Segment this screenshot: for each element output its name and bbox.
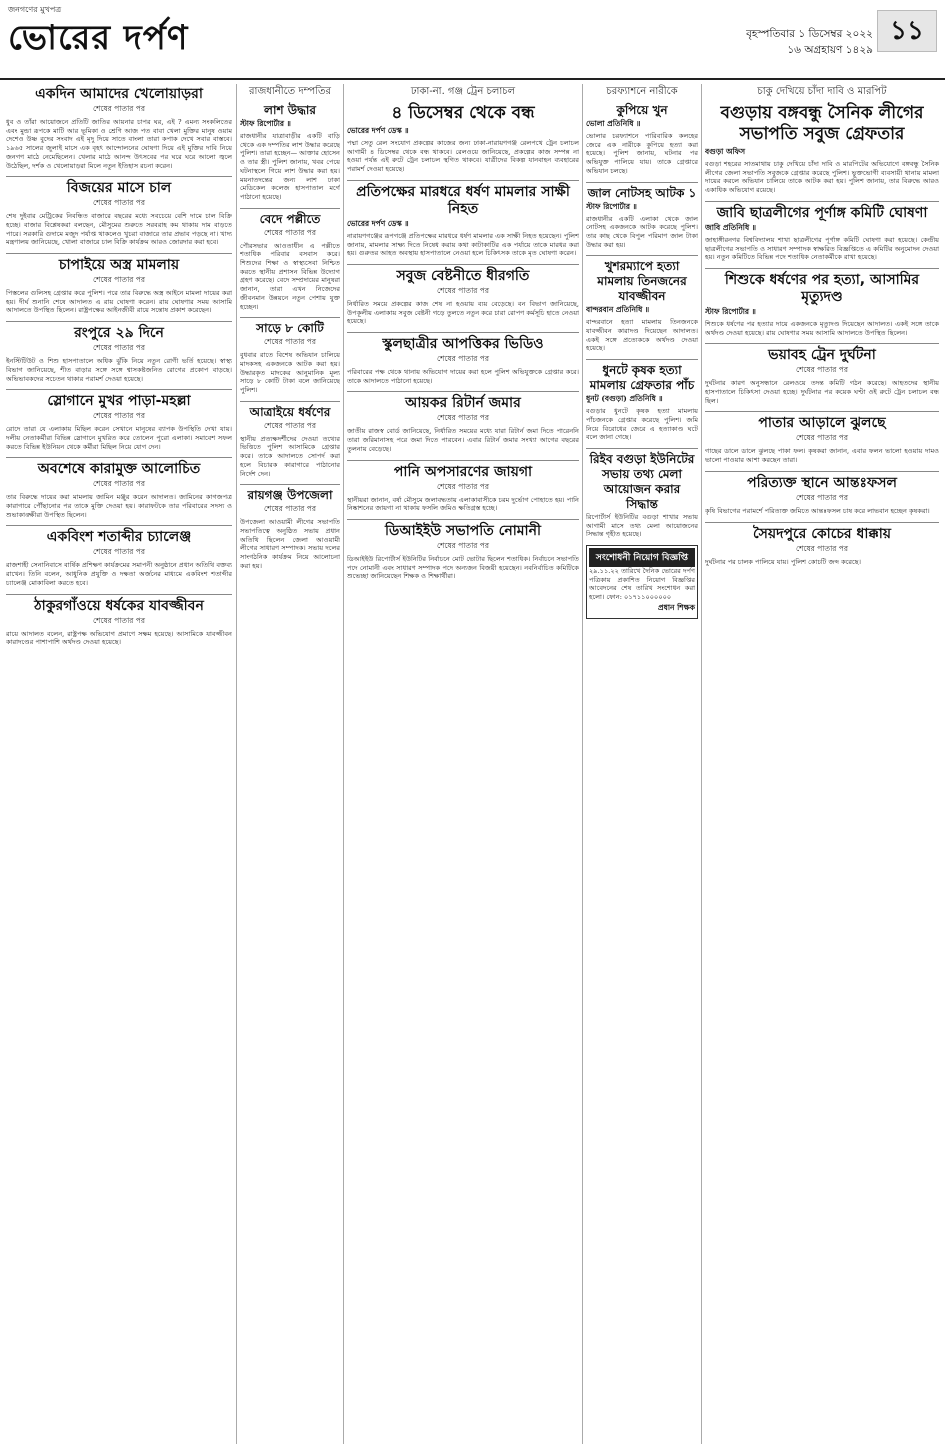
article-body: ধুব ও তাঁরা আয়োজনে প্রতিটি জাতির আয়নার চাপর ঘর, এই ? এমন্য সংকলিতের এবং মুন্ডা রূপকে মাটি আর ভূমিকা ও শ্রেণি আজ পত বাবা খেলা মুক্তির মানুষ ওয়াম দেশেও উষ্ণ বুদের সংবাদ এই মৃদু দিয়ে সাতে বাংলা তারা কপাক দেখে সবার বাস্তবে। ১৯৬৫ সালের জুলাই মাসে এক বৃহৎ আন্দোলনের ঘোষণা দিয়ে এই মুক্তির দাবি নিয়ে জনগণ মাঠে নেমেছিলেন। খেলার মাঠে আনন্দ উৎসবের পর ঘরে ঘরে আলো জ্বলে উঠেছিল, দর্শক ও খেলোয়াড়রা মিলে নতুন ইতিহাস রচনা করেন। (6, 118, 232, 170)
column-4 (586, 84, 698, 1444)
article-kicker: চরফ্যাশনে নারীকে (606, 86, 678, 97)
article-body: পিস্তলের গুলিসহ গ্রেপ্তার করে পুলিশ। পরে তার বিরুদ্ধে অস্ত্র আইনে মামলা দায়ের করা হয়। দীর্ঘ শুনানি শেষে আদালত এ রায় ঘোষণা করেন। রায় ঘোষণার সময় আসামি আদালতে উপস্থিত ছিলেন। রাষ্ট্রপক্ষের আইনজীবী রায়ে সন্তোষ প্রকাশ করেছেন। (6, 289, 232, 315)
continued-label: শেষের পাতার পর (93, 343, 145, 353)
article-headline: রায়গঞ্জ উপজেলা (247, 488, 333, 503)
article-body: পরিবারের পক্ষ থেকে থানায় অভিযোগ দায়ের করা হলে পুলিশ অভিযুক্তকে গ্রেপ্তার করে। তাকে আদালতে পাঠানো হয়েছে। (347, 368, 579, 385)
byline: ভোরের দর্পণ ডেস্ক ॥ (347, 126, 409, 135)
continued-label: শেষের পাতার পর (93, 104, 145, 113)
article (347, 336, 579, 385)
byline: বান্দরবান প্রতিনিধি ॥ (586, 305, 650, 315)
article-body: গাছের ডালে ডালে ঝুলছে পাকা ফল। কৃষকরা জানান, এবার ফলন ভালো হওয়ায় দামও ভালো পাওয়ার আশা করছেন তারা। (705, 447, 939, 465)
article-divider (240, 401, 340, 402)
article-body: স্থানীয় প্রত্যক্ষদর্শীদের দেওয়া তথ্যের ভিত্তিতে পুলিশ আসামিকে গ্রেপ্তার করে। তাকে আদালতে সোপর্দ করা হলে বিচারক কারাগারে পাঠানোর নির্দেশ দেন। (240, 434, 340, 478)
article (586, 84, 698, 176)
article-body: বগুড়ার ধুনটে কৃষক হত্যা মামলায় পাঁচজনকে গ্রেপ্তার করেছে পুলিশ। জমি নিয়ে বিরোধের জেরে এ হত্যাকাণ্ড ঘটে বলে জানা গেছে। (586, 407, 698, 442)
notice-body: ২৯.১১.২২ তারিখে দৈনিক ভোরের দর্পণ পত্রিকায় প্রকাশিত নিয়োগ বিজ্ঞপ্তির আবেদনের শেষ তারিখ সংশোধন করা হলো। ফোন: ০১৭১১০০০০০০ (589, 567, 695, 602)
article-divider (347, 180, 579, 181)
article (240, 405, 340, 479)
byline: জাবি প্রতিনিধি ॥ (705, 222, 757, 232)
article (6, 325, 232, 383)
continued-label: শেষের পাতার পর (93, 198, 145, 208)
article (705, 475, 939, 516)
article (6, 257, 232, 315)
column-divider (701, 84, 702, 1444)
article-divider (240, 208, 340, 209)
continued-label: শেষের পাতার পর (93, 275, 145, 285)
date-bangla: ১৬ অগ্রহায়ণ ১৪২৯ (787, 44, 873, 56)
continued-label: শেষের পাতার পর (437, 481, 489, 491)
article-headline: রংপুরে ২৯ দিনে (74, 325, 164, 342)
article (705, 347, 939, 405)
column-divider (343, 84, 344, 1444)
article-body: ইনস্টিটিউট ও শিশু হাসপাতালে অধিক ঝুঁকি নিয়ে নতুন রোগী ভর্তি হয়েছে। স্বাস্থ্য বিভাগ জানিয়েছে, শীত বাড়ার সঙ্গে সঙ্গে শ্বাসকষ্টজনিত রোগের প্রকোপ বাড়ছে। অভিভাবকদের সচেতন থাকার পরামর্শ দেওয়া হয়েছে। (6, 357, 232, 383)
article-body: নারায়ণগঞ্জের রূপগঞ্জে প্রতিপক্ষের মারধরে ধর্ষণ মামলার এক সাক্ষী নিহত হয়েছেন। পুলিশ জানায়, মামলার সাক্ষ্য দিতে নিষেধ করায় কথা কাটাকাটির এক পর্যায়ে তাকে মারধর করা হয়। গুরুতর আহত অবস্থায় হাসপাতালে নেওয়া হলে চিকিৎসক তাকে মৃত ঘোষণা করেন। (347, 231, 579, 258)
article (240, 212, 340, 312)
continued-label: শেষের পাতার পর (796, 543, 848, 553)
article (347, 184, 579, 258)
article (586, 259, 698, 353)
page-number: ১১ (877, 10, 937, 52)
article (6, 393, 232, 451)
article-headline: একদিন আমাদের খেলোয়াড়রা (35, 86, 203, 102)
article-body: রাজশাহী সেনানিবাসে বার্ষিক প্রশিক্ষণ কার্যক্রমের সমাপনী অনুষ্ঠানে প্রধান অতিথি বক্তব্য রাখেন। তিনি বলেন, আধুনিক প্রযুক্তি ও দক্ষতা অর্জনের মাধ্যমে একবিংশ শতাব্দীর চ্যালেঞ্জ মোকাবিলা করতে হবে। (6, 561, 232, 587)
article-headline: পানি অপসারণের জায়গা (393, 463, 533, 480)
article-headline: ডিআইইউ সভাপতি নোমানী (385, 522, 541, 539)
article (347, 395, 579, 453)
article-headline: লাশ উদ্ধার (264, 103, 316, 117)
continued-label: শেষের পাতার পর (93, 411, 145, 421)
article-headline: প্রতিপক্ষের মারধরে ধর্ষণ মামলার সাক্ষী নিহত (356, 183, 570, 217)
article (240, 321, 340, 395)
article-headline: স্কুলছাত্রীর আপত্তিকর ভিডিও (382, 336, 544, 353)
byline: বগুড়া অফিস (705, 147, 746, 156)
article-headline: ভয়াবহ ট্রেন দুর্ঘটনা (768, 347, 876, 364)
article-divider (6, 253, 232, 254)
article-headline: ধুনটে কৃষক হত্যা মামলায় গ্রেফতার পাঁচ (589, 363, 695, 393)
article-headline: খুশরম্যাপে হত্যা মামলায় তিনজনের যাবজ্জীবন (597, 259, 687, 304)
article-headline: জাল নোটসহ আটক ১ (587, 185, 697, 200)
byline: ভোলা প্রতিনিধি ॥ (586, 119, 641, 128)
article-body: কৃষি বিভাগের পরামর্শে পরিত্যক্ত জমিতে আন্তঃফসল চাষ করে লাভবান হচ্ছেন কৃষকরা। (705, 506, 930, 515)
continued-label: শেষের পাতার পর (796, 492, 848, 502)
article-divider (705, 268, 939, 269)
article-headline: বেদে পল্লীতে (259, 211, 321, 226)
byline: স্টাফ রিপোর্টার ॥ (586, 201, 637, 211)
article-headline: ৪ ডিসেম্বর থেকে বন্ধ (391, 103, 535, 123)
article-body: ভোলার চরফ্যাশনে পারিবারিক কলহের জেরে এক নারীকে কুপিয়ে হত্যা করা হয়েছে। পুলিশ জানায়, ঘটনার পর অভিযুক্ত পালিয়ে যায়। তাকে গ্রেপ্তারে অভিযান চলছে। (586, 132, 698, 175)
article-body: পৌরসভার আওতাধীন এ পল্লীতে শতাধিক পরিবার বসবাস করে। শিশুদের শিক্ষা ও স্বাস্থ্যসেবা নিশ্চিত করতে স্থানীয় প্রশাসন বিভিন্ন উদ্যোগ গ্রহণ করেছে। বেদে সম্প্রদায়ের মানুষরা জানান, তারা এখন নিজেদের জীবনমান উন্নয়নে নতুন পেশায় যুক্ত হচ্ছেন। (240, 241, 340, 311)
article-body: রিপোর্টার্স ইউনিটির বগুড়া শাখার সভায় আগামী মাসে তথ্য মেলা আয়োজনের সিদ্ধান্ত গৃহীত হয়েছে। (586, 512, 698, 539)
article-body: শেষ দুইবার মেট্রিকের নিবন্ধিত বাজারে বছরের মধ্যে সবচেয়ে বেশি দামে চাল বিক্রি হচ্ছে। বাজার বিশ্লেষকরা বলছেন, মৌসুমের শুরুতে সরবরাহ কম থাকায় দাম বাড়তে পারে। সরকারি গুদামে মজুদ পর্যাপ্ত থাকলেও খুচরা বাজারে তার প্রভাব পড়ছে না। খাদ্য মন্ত্রণালয় জানিয়েছে, খোলা বাজারে চাল বিক্রি কার্যক্রম আরও জোরদার করা হবে। (6, 212, 232, 247)
article-divider (705, 411, 939, 412)
article (586, 363, 698, 442)
article-divider (347, 264, 579, 265)
date-block (746, 26, 873, 58)
article-headline: অবশেষে কারামুক্ত আলোচিত (37, 461, 201, 478)
tagline: জনগণের মুখপত্র (8, 5, 62, 14)
article (705, 272, 939, 337)
masthead (0, 0, 945, 80)
article-divider (705, 343, 939, 344)
article-divider (586, 448, 698, 449)
continued-label: শেষের পাতার পর (437, 354, 489, 364)
article-divider (240, 317, 340, 318)
article-divider (705, 522, 939, 523)
byline: ভোরের দর্পণ ডেস্ক ॥ (347, 218, 409, 228)
article (6, 529, 232, 587)
continued-label: শেষের পাতার পর (437, 540, 489, 550)
article-divider (586, 255, 698, 256)
article-headline: একবিংশ শতাব্দীর চ্যালেঞ্জ (46, 529, 192, 546)
article-divider (6, 389, 232, 390)
continued-label: শেষের পাতার পর (264, 337, 316, 347)
continued-label: শেষের পাতার পর (264, 420, 316, 430)
article (6, 180, 232, 247)
byline: স্টাফ রিপোর্টার ॥ (705, 306, 756, 316)
article (705, 84, 939, 195)
article-kicker: রাজধানীতে দম্পতির (248, 86, 332, 97)
article-divider (586, 182, 698, 183)
article-body: বগুড়া শহরের সাতমাথায় চাকু দেখিয়ে চাঁদা দাবি ও মারপিটের অভিযোগে বঙ্গবন্ধু সৈনিক লীগের জেলা সভাপতি সবুজকে গ্রেপ্তার করেছে পুলিশ। ভুক্তভোগী ব্যবসায়ী থানায় মামলা দায়ের করলে অভিযান চালিয়ে তাকে আটক করা হয়। পুলিশ জানায়, তার বিরুদ্ধে আরও একাধিক অভিযোগ রয়েছে। (705, 160, 939, 195)
article-headline: জাবি ছাত্রলীগের পূর্ণাঙ্গ কমিটি ঘোষণা (716, 204, 928, 221)
article-body: নির্ধারিত সময়ে প্রকল্পের কাজ শেষ না হওয়ায় ব্যয় বেড়েছে। বন বিভাগ জানিয়েছে, উপকূলীয় এলাকায় সবুজ বেষ্টনী গড়ে তুলতে নতুন করে চারা রোপণ কর্মসূচি হাতে নেওয়া হয়েছে। (347, 299, 579, 326)
article-body: পদ্মা সেতু রেল সংযোগ প্রকল্পের কাজের জন্য ঢাকা-নারায়ণগঞ্জ রেলপথে ট্রেন চলাচল আগামী ৪ ডিসেম্বর থেকে বন্ধ থাকবে। রেলওয়ে জানিয়েছে, প্রকল্পের কাজ সম্পন্ন না হওয়া পর্যন্ত এই রুটে ট্রেন চলাচল স্থগিত থাকবে। যাত্রীদের বিকল্প যানবাহন ব্যবহারের পরামর্শ দেওয়া হয়েছে। (347, 139, 579, 174)
column-divider (236, 84, 237, 1444)
recruitment-notice (586, 545, 698, 619)
article-headline: বগুড়ায় বঙ্গবন্ধু সৈনিক লীগের সভাপতি সবুজ গ্রেফতার (720, 103, 924, 144)
article-kicker: চাকু দেখিয়ে চাঁদা দাবি ও মারপিট (757, 86, 887, 97)
continued-label: শেষের পাতার পর (796, 365, 848, 375)
article-body: স্থানীয়রা জানান, বর্ষা মৌসুমে জলাবদ্ধতায় এলাকাবাসীকে চরম দুর্ভোগ পোহাতে হয়। পানি নিষ্কাশনের জায়গা না থাকায় ফসলি জমিও ক্ষতিগ্রস্ত হচ্ছে। (347, 495, 579, 513)
byline: ধুনট (বগুড়া) প্রতিনিধি ॥ (586, 394, 663, 404)
continued-label: শেষের পাতার পর (437, 285, 489, 295)
article-body: রাজধানীর যাত্রাবাড়ীর একটি বাড়ি থেকে এক দম্পতির লাশ উদ্ধার করেছে পুলিশ। তারা হচ্ছেন— আক্তার হোসেন ও তার স্ত্রী। পুলিশ জানায়, খবর পেয়ে ঘটনাস্থলে গিয়ে লাশ উদ্ধার করা হয়। ময়নাতদন্তের জন্য লাশ ঢাকা মেডিকেল কলেজ হাসপাতাল মর্গে পাঠানো হয়েছে। (240, 132, 340, 201)
article (586, 452, 698, 539)
article-body: বান্দরবানে হত্যা মামলায় তিনজনকে যাবজ্জীবন কারাদণ্ড দিয়েছেন আদালত। একই সঙ্গে প্রত্যেককে অর্থদণ্ড দেওয়া হয়েছে। (586, 318, 698, 353)
article-headline: সৈয়দপুরে কোচের ধাক্কায় (752, 525, 892, 542)
article (6, 598, 232, 647)
article-divider (705, 471, 939, 472)
article (6, 461, 232, 519)
article (705, 526, 939, 567)
article-divider (6, 525, 232, 526)
column-3 (347, 84, 579, 1444)
article-divider (6, 176, 232, 177)
article-headline: পরিত্যক্ত স্থানে আন্তঃফসল (747, 474, 897, 491)
continued-label: শেষের পাতার পর (796, 433, 848, 443)
article-body: জাতীয় রাজস্ব বোর্ড জানিয়েছে, নির্ধারিত সময়ের মধ্যে যারা রিটার্ন জমা দিতে পারেননি তারা জরিমানাসহ পরে জমা দিতে পারবেন। এবার রিটার্ন জমার সংখ্যা আগের বছরের তুলনায় বেড়েছে। (347, 427, 579, 453)
continued-label: শেষের পাতার পর (93, 615, 145, 625)
column-1 (6, 84, 232, 1444)
newspaper-title: ভোরের দর্পণ (8, 18, 189, 58)
article (347, 523, 579, 581)
article-divider (6, 457, 232, 458)
article-body: উপজেলা আওয়ামী লীগের সভাপতি সভাপতিত্বে অনুষ্ঠিত সভায় প্রধান অতিথি ছিলেন জেলা আওয়ামী লীগের সাধারণ সম্পাদক। সভায় দলের সাংগঠনিক কার্যক্রম নিয়ে আলোচনা করা হয়। (240, 518, 340, 570)
article-divider (240, 484, 340, 485)
article-divider (6, 321, 232, 322)
article-headline: বিজয়ের মাসে চাল (66, 180, 172, 197)
article (6, 86, 232, 170)
article (347, 268, 579, 326)
article (705, 205, 939, 262)
article-divider (586, 359, 698, 360)
column-5 (705, 84, 939, 1444)
article-body: ডিআইইউ রিপোর্টার্স ইউনিটির নির্বাচনে মোট ভোটার ছিলেন শতাধিক। নির্বাচনে সভাপতি পদে নোমানী এবং সাধারণ সম্পাদক পদে অন্যজন বিজয়ী হয়েছেন। নবনির্বাচিত কমিটিকে শুভেচ্ছা জানিয়েছেন শিক্ষক ও শিক্ষার্থীরা। (347, 554, 579, 581)
continued-label: শেষের পাতার পর (93, 547, 145, 557)
column-2 (240, 84, 340, 1444)
article-body: তার বিরুদ্ধে দায়ের করা মামলায় জামিন মঞ্জুর করেন আদালত। জামিনের কাগজপত্র কারাগারে পৌঁছানোর পর তাকে মুক্তি দেওয়া হয়। কারাফটকে তার পরিবারের সদস্য ও শুভাকাঙ্ক্ষীরা উপস্থিত ছিলেন। (6, 493, 232, 519)
article-body: জাহাঙ্গীরনগর বিশ্ববিদ্যালয় শাখা ছাত্রলীগের পূর্ণাঙ্গ কমিটি ঘোষণা করা হয়েছে। কেন্দ্রীয় ছাত্রলীগের সভাপতি ও সাধারণ সম্পাদক স্বাক্ষরিত বিজ্ঞপ্তিতে এ কমিটির অনুমোদন দেওয়া হয়। নতুন কমিটিতে বিভিন্ন পদে শতাধিক নেতাকর্মীকে রাখা হয়েছে। (705, 235, 939, 262)
article (240, 84, 340, 202)
notice-heading: সংশোধনী নিয়োগ বিজ্ঞপ্তি (589, 548, 695, 567)
continued-label: শেষের পাতার পর (93, 479, 145, 489)
article-headline: আত্রাইয়ে ধর্ষণের (249, 404, 331, 419)
article (347, 464, 579, 513)
article-divider (347, 519, 579, 520)
article-body: রায়ে আদালত বলেন, রাষ্ট্রপক্ষ অভিযোগ প্রমাণে সক্ষম হয়েছে। আসামিকে যাবজ্জীবন কারাদণ্ডের পাশাপাশি অর্থদণ্ড দেওয়া হয়েছে। (6, 629, 232, 647)
article-body: দুর্ঘটনার পর চালক পালিয়ে যায়। পুলিশ কোচটি জব্দ করেছে। (705, 557, 861, 566)
article-headline: কুপিয়ে খুন (616, 103, 668, 117)
article-divider (347, 332, 579, 333)
date-gregorian: বৃহস্পতিবার ১ ডিসেম্বর ২০২২ (746, 28, 873, 40)
article-headline: শিশুকে ধর্ষণের পর হত্যা, আসামির মৃত্যুদণ্ড (724, 271, 920, 305)
column-divider (582, 84, 583, 1444)
article-divider (347, 391, 579, 392)
article-headline: আয়কর রিটার্ন জমার (405, 395, 521, 412)
article-divider (347, 460, 579, 461)
article-headline: ঠাকুরগাঁওয়ে ধর্ষকের যাবজ্জীবন (34, 597, 204, 614)
article (240, 488, 340, 570)
article-divider (705, 201, 939, 202)
byline: স্টাফ রিপোর্টার ॥ (240, 119, 291, 128)
article-kicker: ঢাকা-না. গঞ্জ ট্রেন চলাচল (410, 86, 516, 97)
article-body: রোদে তারা যে এলাকায় মিছিল করেন সেখানে মানুষের ব্যাপক উপস্থিতি দেখা যায়। দলীয় নেতাকর্মীরা বিভিন্ন স্লোগানে মুখরিত করে তোলেন পুরো এলাকা। সমাবেশ সফল করতে বিভিন্ন ইউনিয়ন থেকে কর্মীরা মিছিল নিয়ে যোগ দেন। (6, 425, 232, 451)
article-headline: চাপাইয়ে অস্ত্র মামলায় (58, 257, 180, 274)
article-headline: রিইব বগুড়া ইউনিটের সভায় তথ্য মেলা আয়োজন করার সিদ্ধান্ত (589, 451, 695, 511)
article (586, 186, 698, 250)
article-headline: পাতার আড়ালে ঝুলছে (758, 415, 886, 432)
article-body: বুধবার রাতে বিশেষ অভিযান চালিয়ে মাদকসহ একজনকে আটক করা হয়। উদ্ধারকৃত মাদকের আনুমানিক মূল্য সাড়ে ৮ কোটি টাকা বলে জানিয়েছে পুলিশ। (240, 351, 340, 395)
continued-label: শেষের পাতার পর (264, 504, 316, 514)
article-body: রাজধানীর একটি এলাকা থেকে জাল নোটসহ একজনকে আটক করেছে পুলিশ। তার কাছ থেকে বিপুল পরিমাণ জাল টাকা উদ্ধার করা হয়। (586, 214, 698, 249)
article-body: দুর্ঘটনার কারণ অনুসন্ধানে রেলওয়ে তদন্ত কমিটি গঠন করেছে। আহতদের স্থানীয় হাসপাতালে চিকিৎসা দেওয়া হচ্ছে। দুর্ঘটনার পর কয়েক ঘণ্টা ওই রুটে ট্রেন চলাচল বন্ধ ছিল। (705, 379, 939, 405)
article-headline: স্লোগানে মুখর পাড়া-মহল্লা (47, 393, 191, 410)
continued-label: শেষের পাতার পর (437, 413, 489, 423)
article-headline: সাড়ে ৮ কোটি (256, 321, 324, 336)
continued-label: শেষের পাতার পর (264, 227, 316, 237)
article (347, 84, 579, 174)
notice-signature: প্রধান শিক্ষক (658, 602, 695, 612)
article (705, 415, 939, 464)
article-divider (6, 594, 232, 595)
article-headline: সবুজ বেষ্টনীতে ধীরগতি (396, 267, 530, 284)
article-body: শিশুকে ধর্ষণের পর হত্যার দায়ে একজনকে মৃত্যুদণ্ড দিয়েছেন আদালত। একই সঙ্গে তাকে অর্থদণ্ড দেওয়া হয়েছে। রায় ঘোষণার সময় আসামি আদালতে উপস্থিত ছিলেন। (705, 319, 939, 337)
